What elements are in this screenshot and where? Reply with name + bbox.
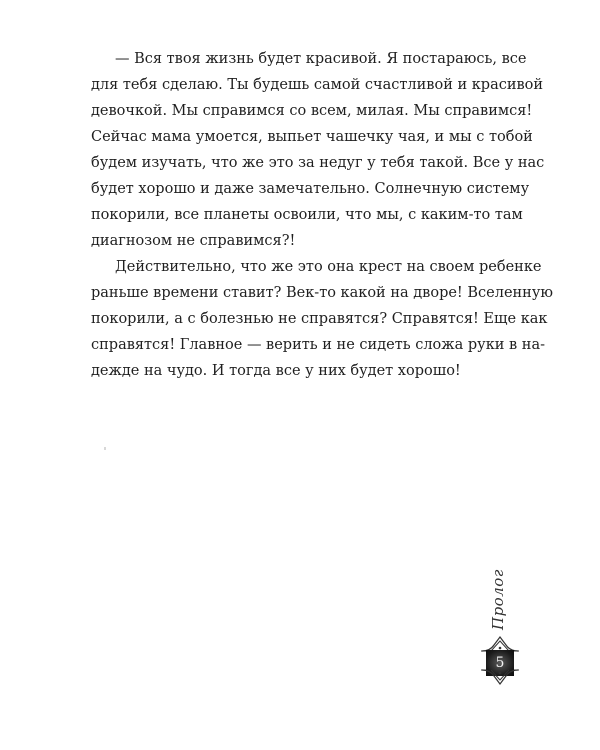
paragraph-2 <box>91 254 554 384</box>
text-line: девочкой. Мы справимся со всем, милая. Мы справимся! <box>91 103 533 119</box>
text-line: — Вся твоя жизнь будет красивой. Я постараюсь, все <box>115 51 527 67</box>
text-line: диагнозом не справимся?! <box>91 233 296 249</box>
text-line: справятся! Главное — верить и не сидеть сложа руки в на- <box>91 337 546 353</box>
section-label: Пролог <box>489 569 507 631</box>
page-speck <box>104 447 106 450</box>
text-line: будем изучать, что же это за недуг у тебя такой. Все у нас <box>91 155 545 171</box>
text-line: будет хорошо и даже замечательно. Солнечную систему <box>91 181 530 197</box>
body-text <box>91 46 554 384</box>
ornament-bottom-icon <box>480 666 520 688</box>
text-line: раньше времени ставит? Век-то какой на дворе! Вселенную <box>91 285 554 301</box>
text-line: дежде на чудо. И тогда все у них будет хорошо! <box>91 363 461 379</box>
page-number: 5 <box>486 650 514 676</box>
paragraph-1 <box>91 46 545 254</box>
text-line: Действительно, что же это она крест на своем ребенке <box>115 259 542 275</box>
text-line: покорили, все планеты освоили, что мы, с каким-то там <box>91 207 523 223</box>
text-line: покорили, а с болезнью не справятся? Справятся! Еще как <box>91 311 548 327</box>
text-line: для тебя сделаю. Ты будешь самой счастливой и красивой <box>91 77 544 93</box>
text-line: Сейчас мама умоется, выпьет чашечку чая, и мы с тобой <box>91 129 533 145</box>
